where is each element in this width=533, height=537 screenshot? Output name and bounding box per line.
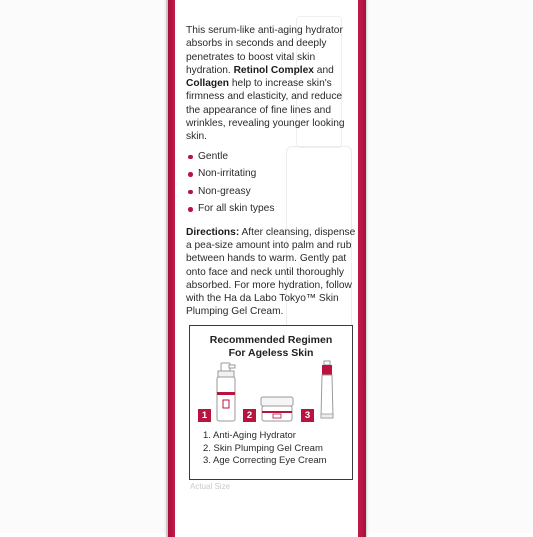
step-2-number: 2 <box>243 409 256 422</box>
box-left-accent-stripe <box>168 0 175 537</box>
gel-cream-jar-icon <box>259 394 295 424</box>
product-box-side-panel <box>166 0 367 537</box>
benefit-item: Non-irritating <box>186 165 356 183</box>
background-left <box>0 0 170 533</box>
box-right-accent-stripe <box>358 0 366 537</box>
benefit-item: For all skin types <box>186 200 356 218</box>
description-paragraph <box>186 24 356 144</box>
actual-size-label: Actual Size <box>190 482 231 491</box>
regimen-steps-list <box>203 430 327 468</box>
directions-label: Directions: <box>186 226 240 238</box>
hydrator-bottle-icon <box>215 362 237 424</box>
eye-cream-tube-icon <box>319 360 335 422</box>
directions-text: After cleansing, dispense a pea-size amount into palm and rub between hands to warm. Gently pat onto face and neck until thoroughly absorbed. For more hydration, follow with the Ha da Labo Tokyo™ Skin Plumping Gel Cream. <box>186 226 356 318</box>
benefit-list <box>186 148 356 218</box>
description-text-2: and <box>313 64 334 76</box>
background-right <box>355 0 533 533</box>
directions-paragraph <box>186 226 356 319</box>
regimen-title <box>190 334 352 360</box>
regimen-step-item: 3. Age Correcting Eye Cream <box>203 455 327 466</box>
step-3-number: 3 <box>301 409 314 422</box>
retinol-complex-highlight: Retinol Complex <box>233 64 314 76</box>
recommended-regimen-panel <box>189 325 353 480</box>
benefit-item: Non-greasy <box>186 183 356 201</box>
regimen-step-item: 1. Anti-Aging Hydrator <box>203 430 296 441</box>
regimen-step-item: 2. Skin Plumping Gel Cream <box>203 442 323 454</box>
product-copy <box>186 24 356 319</box>
description-text-3: help to increase skin's firmness and elasticity, and reduce the appearance of fine lines and wrinkles, revealing younger looking skin. <box>186 78 345 143</box>
description-text-1: This serum-like anti-aging hydrator absorbs in seconds and deeply penetrates to boost vital skin hydration. <box>186 25 343 76</box>
regimen-products-illustration <box>198 362 344 421</box>
regimen-title-line-2: For Ageless Skin <box>228 347 314 359</box>
step-1-number: 1 <box>198 409 211 422</box>
benefit-item: Gentle <box>186 148 356 166</box>
collagen-highlight: Collagen <box>186 78 230 90</box>
regimen-title-line-1: Recommended Regimen <box>209 334 333 346</box>
